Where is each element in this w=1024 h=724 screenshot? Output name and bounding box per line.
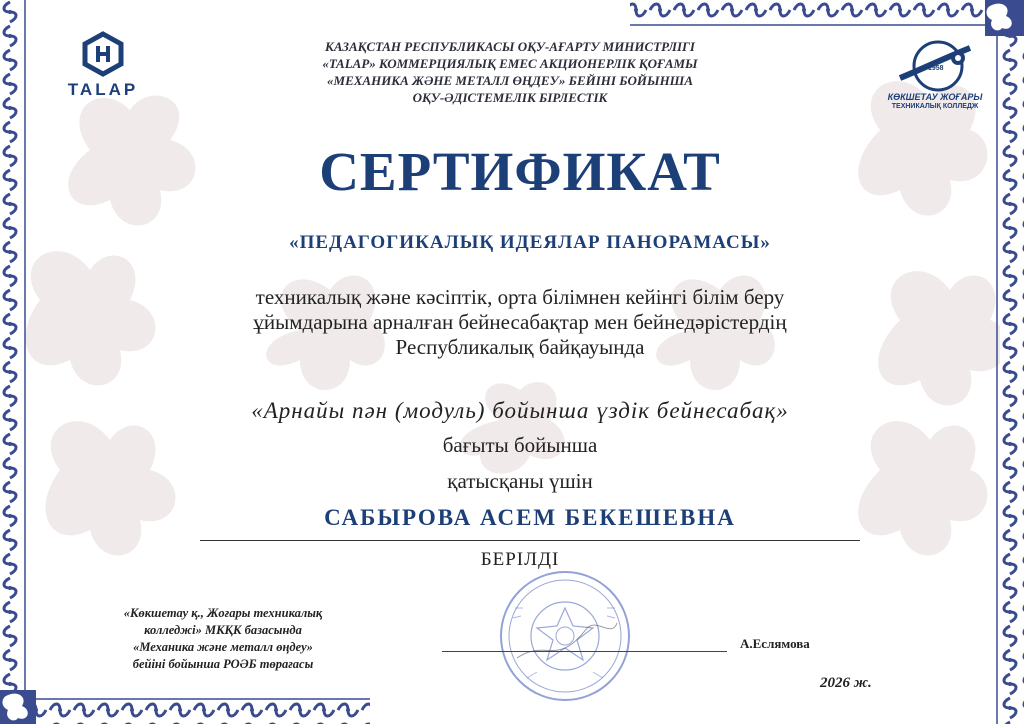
college-logo bbox=[887, 40, 983, 130]
issue-year: 2026 ж. bbox=[820, 675, 872, 691]
header-line-1: КАЗАҚСТАН РЕСПУБЛИКАСЫ ОҚУ-АҒАРТУ МИНИСТРЛІГІ bbox=[325, 39, 695, 54]
chairperson-title bbox=[58, 605, 388, 673]
body-line-2: ұйымдарына арналған бейнесабақтар мен бейнедәрістердің bbox=[253, 310, 787, 334]
signer-name: А.Еслямова bbox=[740, 636, 810, 651]
college-logo-caption-2: ТЕХНИКАЛЫҚ КОЛЛЕДЖ bbox=[891, 103, 979, 110]
talap-logo bbox=[63, 30, 143, 105]
header-line-2: «TALAP» КОММЕРЦИЯЛЫҚ ЕМЕС АКЦИОНЕРЛІК ҚОҒАМЫ bbox=[322, 56, 698, 71]
recipient-underline bbox=[200, 540, 860, 541]
body-text bbox=[140, 285, 900, 360]
signature-line bbox=[442, 651, 727, 652]
recipient-name: САБЫРОВА АСЕМ БЕКЕШЕВНА bbox=[324, 505, 736, 530]
body-line-1: техникалық және кәсіптік, орта білімнен кейінгі білім беру bbox=[255, 285, 785, 309]
chair-line-1: «Көкшетау қ., Жоғары техникалық bbox=[123, 606, 323, 620]
header-line-4: ОҚУ-ӘДІСТЕМЕЛІК БІРЛЕСТІК bbox=[412, 90, 608, 105]
chair-line-4: бейіні бойынша РОӘБ төрағасы bbox=[132, 657, 314, 671]
body-line-3: Республикалық байқауында bbox=[395, 335, 645, 359]
chair-line-3: «Механика және металл өңдеу» bbox=[133, 640, 313, 654]
official-seal-stamp bbox=[497, 568, 633, 704]
competition-name: «ПЕДАГОГИКАЛЫҚ ИДЕЯЛАР ПАНОРАМАСЫ» bbox=[289, 232, 771, 253]
participation-text: қатысқаны үшін bbox=[447, 469, 593, 493]
talap-logo-text: TALAP bbox=[67, 80, 139, 99]
issuer-header bbox=[230, 38, 790, 106]
certificate-title: СЕРТИФИКАТ bbox=[319, 141, 721, 202]
college-emblem-icon bbox=[890, 40, 980, 92]
chair-line-2: колледжі» МКҚК базасында bbox=[144, 623, 302, 637]
header-line-3: «МЕХАНИКА ЖӘНЕ МЕТАЛЛ ӨҢДЕУ» БЕЙІНІ БОЙЫНША bbox=[327, 73, 693, 88]
college-logo-caption-1: КӨКШЕТАУ ЖОҒАРЫ bbox=[887, 92, 983, 102]
awarded-label: БЕРІЛДІ bbox=[480, 549, 560, 570]
talap-logo-icon bbox=[63, 30, 143, 78]
nomination-direction: «Арнайы пән (модуль) бойынша үздік бейнесабақ» bbox=[251, 398, 789, 423]
direction-suffix: бағыты бойынша bbox=[442, 433, 598, 457]
college-emblem-year: 1958 bbox=[928, 65, 944, 72]
